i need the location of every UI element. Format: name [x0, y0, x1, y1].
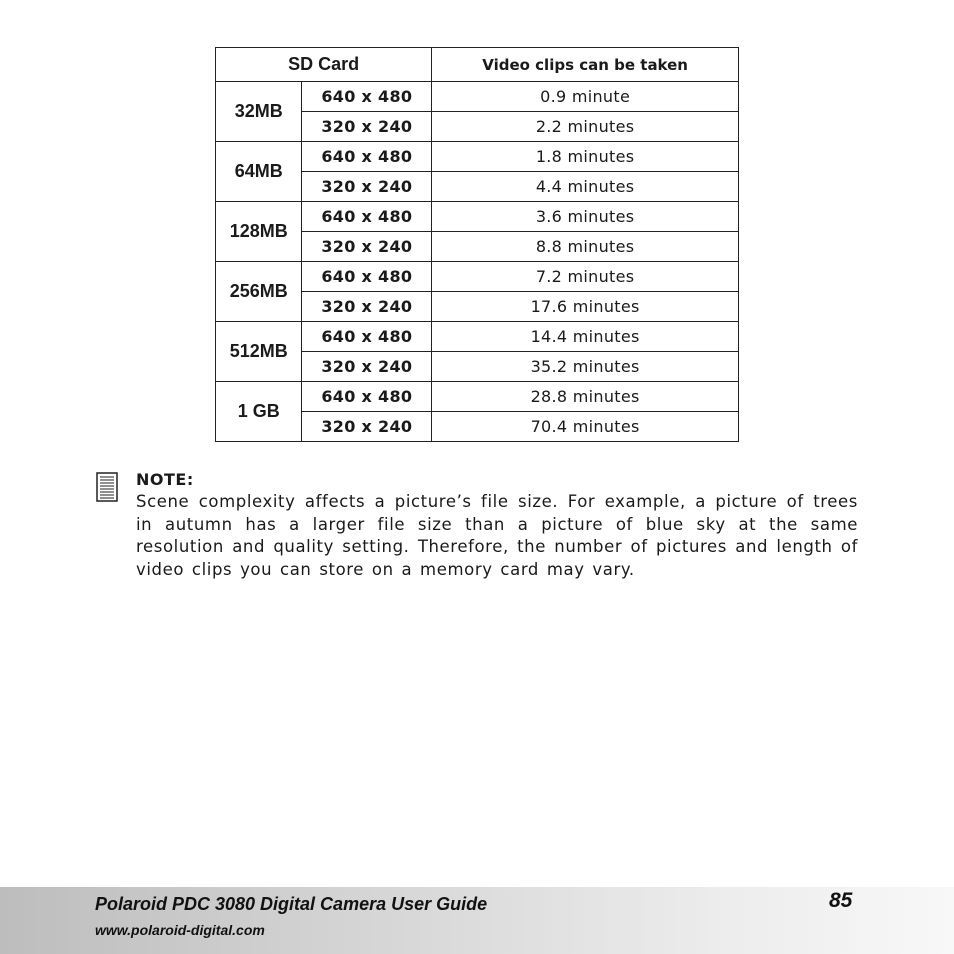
clip-length: 7.2 minutes: [432, 262, 739, 292]
table-row: [216, 262, 739, 292]
card-size: 64MB: [216, 142, 302, 202]
footer-url: www.polaroid-digital.com: [95, 922, 265, 938]
clip-length: 8.8 minutes: [432, 232, 739, 262]
clip-length: 14.4 minutes: [432, 322, 739, 352]
table-row: [216, 382, 739, 412]
notepad-icon: [96, 472, 118, 502]
note-title: NOTE:: [136, 470, 194, 489]
clip-length: 28.8 minutes: [432, 382, 739, 412]
card-size: 32MB: [216, 82, 302, 142]
clip-length: 35.2 minutes: [432, 352, 739, 382]
resolution: 320 x 240: [302, 292, 432, 322]
card-size: 512MB: [216, 322, 302, 382]
header-video-clips: Video clips can be taken: [432, 48, 739, 82]
resolution: 640 x 480: [302, 202, 432, 232]
clip-length: 2.2 minutes: [432, 112, 739, 142]
clip-length: 4.4 minutes: [432, 172, 739, 202]
clip-length: 3.6 minutes: [432, 202, 739, 232]
table-row: [216, 142, 739, 172]
clip-length: 0.9 minute: [432, 82, 739, 112]
resolution: 640 x 480: [302, 142, 432, 172]
footer-title: Polaroid PDC 3080 Digital Camera User Guide: [95, 894, 488, 914]
table-row: [216, 82, 739, 112]
clip-length: 1.8 minutes: [432, 142, 739, 172]
note-body: Scene complexity affects a picture’s file size. For example, a picture of trees in autumn has a larger file size than a picture of blue sky at the same resolution and quality setting. Therefore, the number of pictures and length of video clips you can store on a memory card may vary.: [136, 492, 858, 579]
clip-length: 70.4 minutes: [432, 412, 739, 442]
resolution: 640 x 480: [302, 82, 432, 112]
card-size: 256MB: [216, 262, 302, 322]
card-size: 128MB: [216, 202, 302, 262]
table-row: [216, 322, 739, 352]
resolution: 320 x 240: [302, 232, 432, 262]
resolution: 320 x 240: [302, 112, 432, 142]
resolution: 320 x 240: [302, 352, 432, 382]
video-capacity-table: [215, 47, 739, 442]
table-header-row: [216, 48, 739, 82]
resolution: 320 x 240: [302, 172, 432, 202]
resolution: 640 x 480: [302, 382, 432, 412]
resolution: 640 x 480: [302, 262, 432, 292]
clip-length: 17.6 minutes: [432, 292, 739, 322]
header-sd-card: SD Card: [216, 48, 432, 82]
resolution: 320 x 240: [302, 412, 432, 442]
card-size: 1 GB: [216, 382, 302, 442]
page-number: 85: [829, 889, 853, 912]
table-row: [216, 202, 739, 232]
resolution: 640 x 480: [302, 322, 432, 352]
